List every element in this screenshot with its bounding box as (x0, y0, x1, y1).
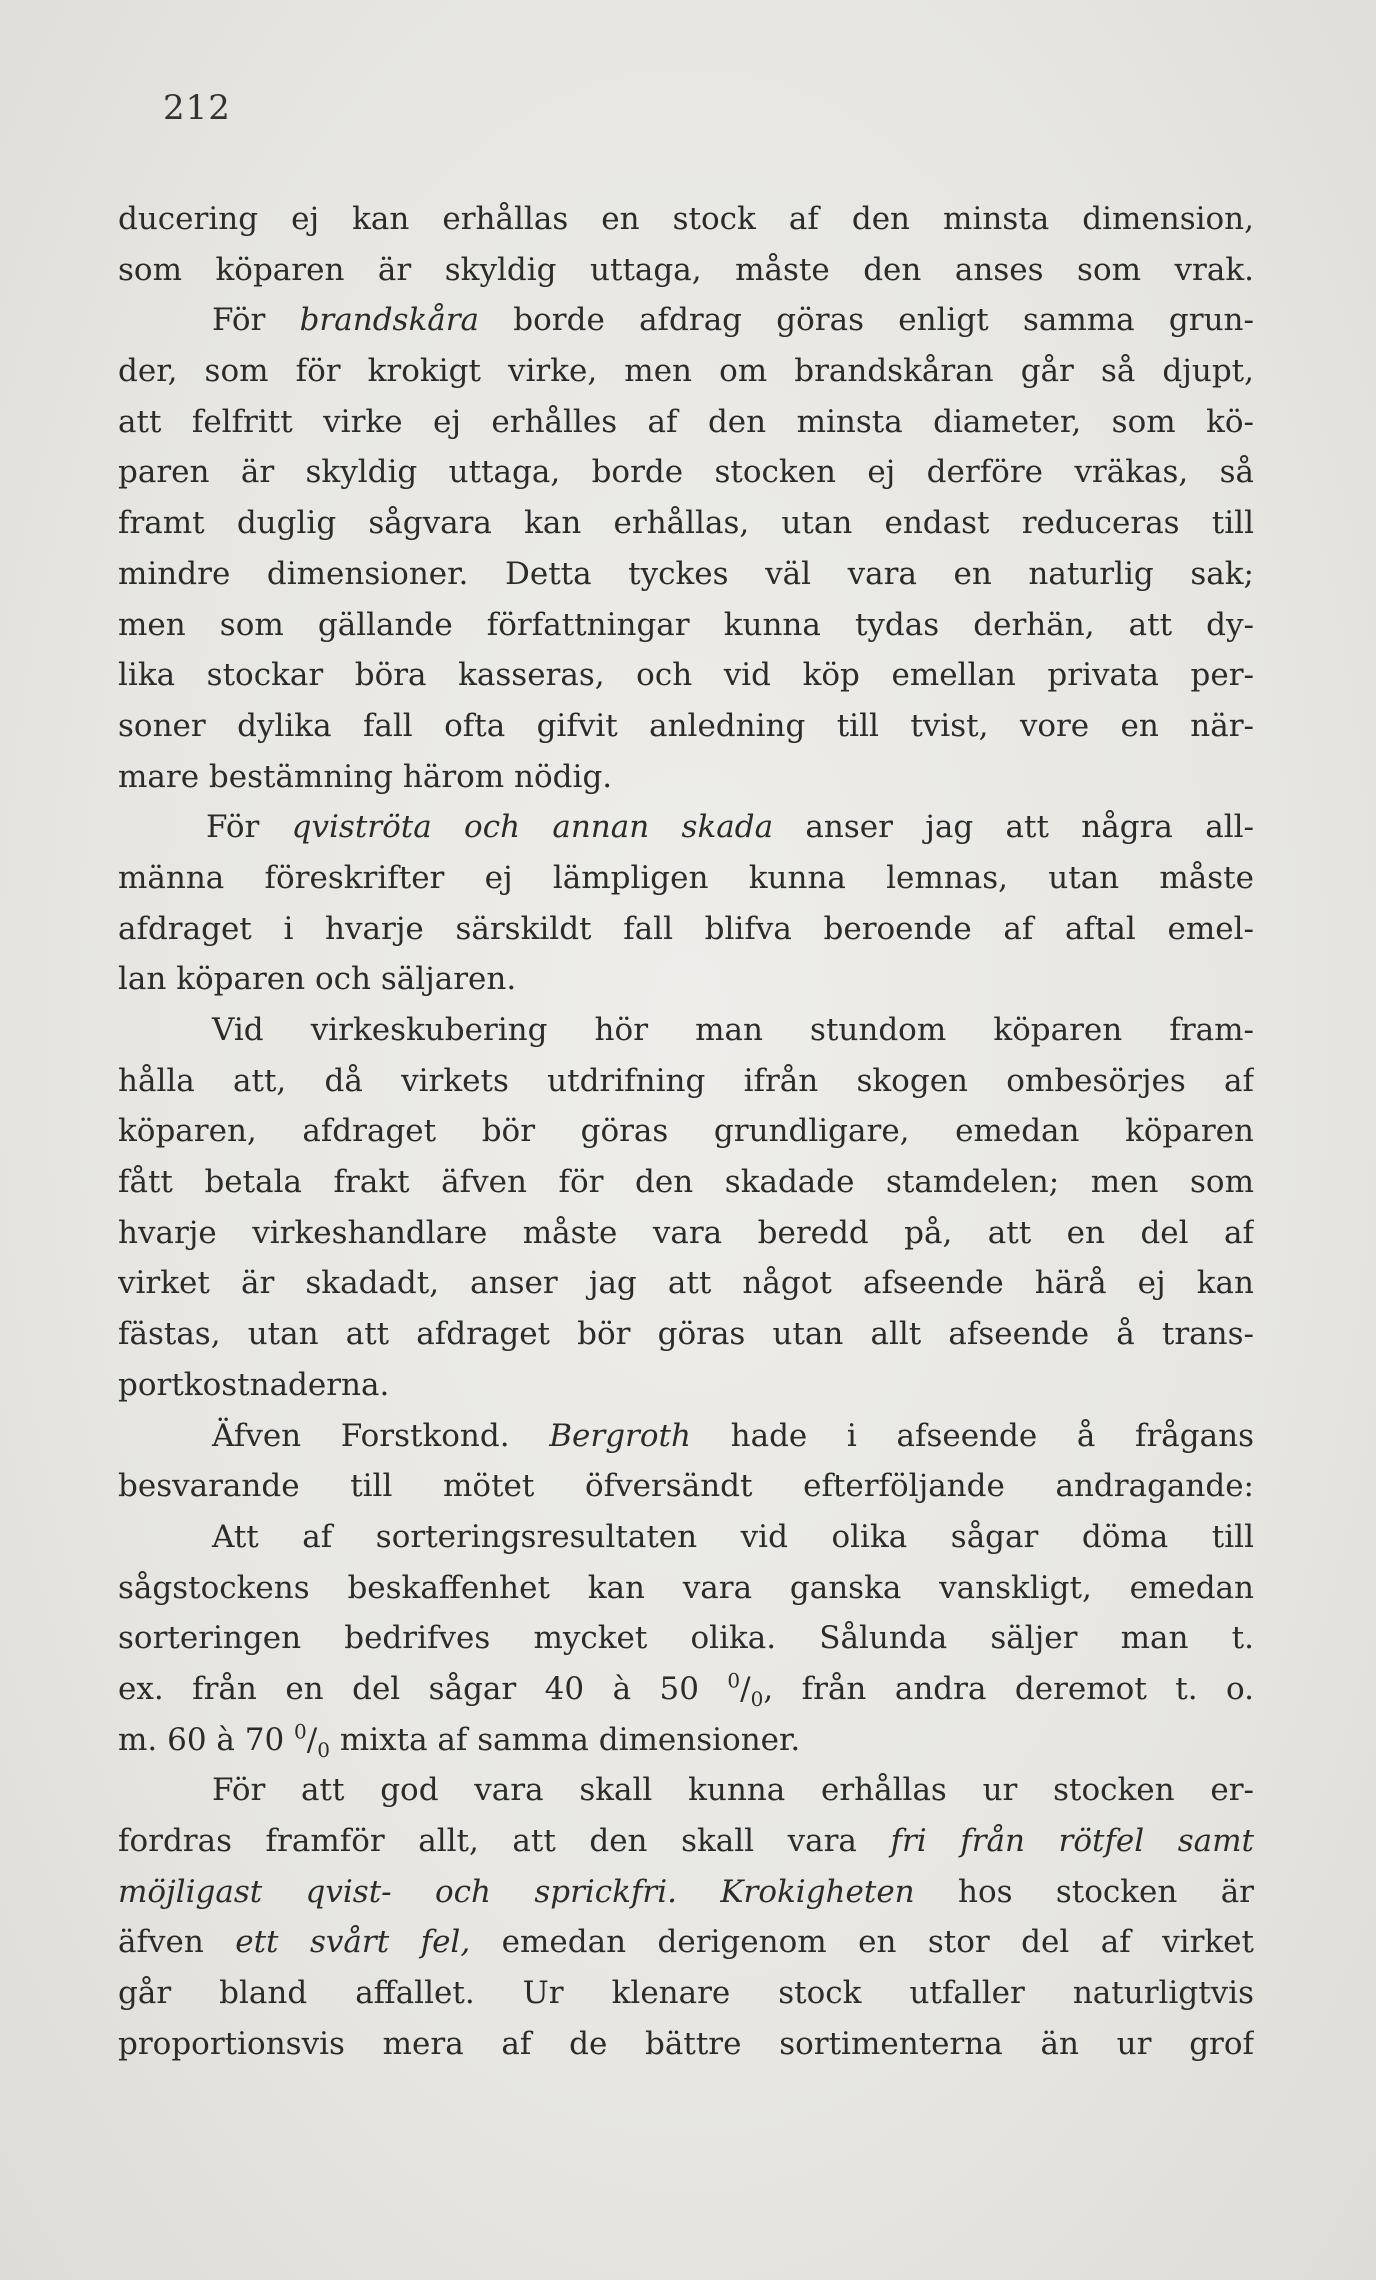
text-line (118, 1664, 1254, 1715)
text-run: hade i afseende å frågans (690, 1417, 1254, 1454)
percent-slash: / (306, 1721, 318, 1758)
text-line: mindre dimensioner. Detta tyckes väl vara en naturlig sak; (118, 555, 1254, 592)
text-run: ex. från en del sågar 40 à 50 (118, 1670, 728, 1707)
page-number: 212 (163, 88, 231, 128)
text-line: soner dylika fall ofta gifvit anledning till tvist, vore en när- (118, 707, 1254, 744)
body-text (118, 194, 1254, 2069)
text-line: men som gällande författningar kunna tydas derhän, att dy- (118, 606, 1254, 643)
text-line: virket är skadadt, anser jag att något afseende härå ej kan (118, 1265, 1254, 1302)
text-line: går bland affallet. Ur klenare stock utfaller naturligtvis (118, 1975, 1254, 2012)
text-run: För (212, 302, 300, 339)
percent-sup: 0 (294, 1719, 307, 1744)
italic-phrase: fri från rötfel samt (890, 1823, 1254, 1859)
text-run: anser jag att några all- (773, 809, 1254, 846)
text-line: som köparen är skyldig uttaga, måste den anses som vrak. (118, 251, 1254, 288)
italic-term: brandskåra (299, 302, 480, 339)
percent-sub: 0 (750, 1687, 764, 1712)
text-run: äfven (118, 1924, 236, 1961)
text-line: framt duglig sågvara kan erhållas, utan endast reduceras till (118, 505, 1254, 542)
text-line: portkostnaderna. (118, 1366, 390, 1403)
text-run: fordras framför allt, att den skall vara (118, 1823, 891, 1859)
text-run: För (206, 809, 292, 846)
text-run: hos stocken är (914, 1873, 1254, 1910)
text-line (118, 295, 1254, 346)
text-line (118, 1867, 1254, 1918)
text-line: sorteringen bedrifves mycket olika. Sålunda säljer man t. (118, 1620, 1254, 1657)
text-line (118, 1917, 1254, 1968)
text-line: Att af sorteringsresultaten vid olika sågar döma till (212, 1518, 1254, 1555)
text-run (677, 1874, 720, 1910)
text-line: För att god vara skall kunna erhållas ur stocken er- (212, 1772, 1254, 1809)
text-line: männa föreskrifter ej lämpligen kunna lemnas, utan måste (118, 859, 1254, 896)
text-run: Äfven Forstkond. (212, 1417, 550, 1454)
text-run: m. 60 à 70 (118, 1721, 295, 1758)
text-line: proportionsvis mera af de bättre sortimenterna än ur grof (118, 2025, 1254, 2062)
text-line: Vid virkeskubering hör man stundom köparen fram- (212, 1012, 1254, 1048)
text-line (118, 1715, 1254, 1766)
italic-name: Bergroth (549, 1417, 691, 1454)
text-run: emedan derigenom en stor del af virket (470, 1924, 1254, 1961)
text-line: lan köparen och säljaren. (118, 961, 517, 998)
text-line: att felfritt virke ej erhålles af den minsta diameter, som kö- (118, 403, 1254, 440)
percent-slash: / (740, 1670, 751, 1707)
text-line (118, 802, 1254, 853)
percent-sup: 0 (727, 1668, 741, 1693)
text-line: der, som för krokigt virke, men om brandskåran går så djupt, (118, 353, 1254, 390)
text-line: mare bestämning härom nödig. (118, 758, 613, 795)
text-line: fått betala frakt äfven för den skadade stamdelen; men som (118, 1164, 1254, 1201)
italic-phrase: ett svårt fel, (235, 1924, 471, 1961)
text-run: , från andra deremot t. o. (763, 1670, 1254, 1707)
text-line: fästas, utan att afdraget bör göras utan allt afseende å trans- (118, 1316, 1254, 1353)
text-line (118, 1411, 1254, 1462)
text-line: köparen, afdraget bör göras grundligare, emedan köparen (118, 1113, 1254, 1150)
text-line: hålla att, då virkets utdrifning ifrån skogen ombesörjes af (118, 1062, 1254, 1099)
text-line: afdraget i hvarje särskildt fall blifva beroende af aftal emel- (118, 910, 1254, 947)
text-line: ducering ej kan erhållas en stock af den minsta dimension, (118, 201, 1254, 237)
text-run: mixta af samma dimensioner. (329, 1721, 801, 1758)
text-line (118, 1816, 1254, 1867)
italic-term: qviströta och annan skada (291, 809, 774, 846)
text-line: sågstockens beskaffenhet kan vara ganska vanskligt, emedan (118, 1569, 1254, 1606)
text-line: besvarande till mötet öfversändt efterföljande andragande: (118, 1468, 1254, 1505)
italic-phrase: möjligast qvist- och sprickfri. (118, 1873, 678, 1910)
italic-term: Krokigheten (720, 1873, 915, 1910)
text-run: borde afdrag göras enligt samma grun- (479, 302, 1254, 339)
percent-sub: 0 (317, 1737, 330, 1762)
text-line: lika stockar böra kasseras, och vid köp emellan privata per- (118, 657, 1254, 694)
text-line: paren är skyldig uttaga, borde stocken ej derföre vräkas, så (118, 454, 1254, 491)
text-line: hvarje virkeshandlare måste vara beredd på, att en del af (118, 1214, 1254, 1251)
